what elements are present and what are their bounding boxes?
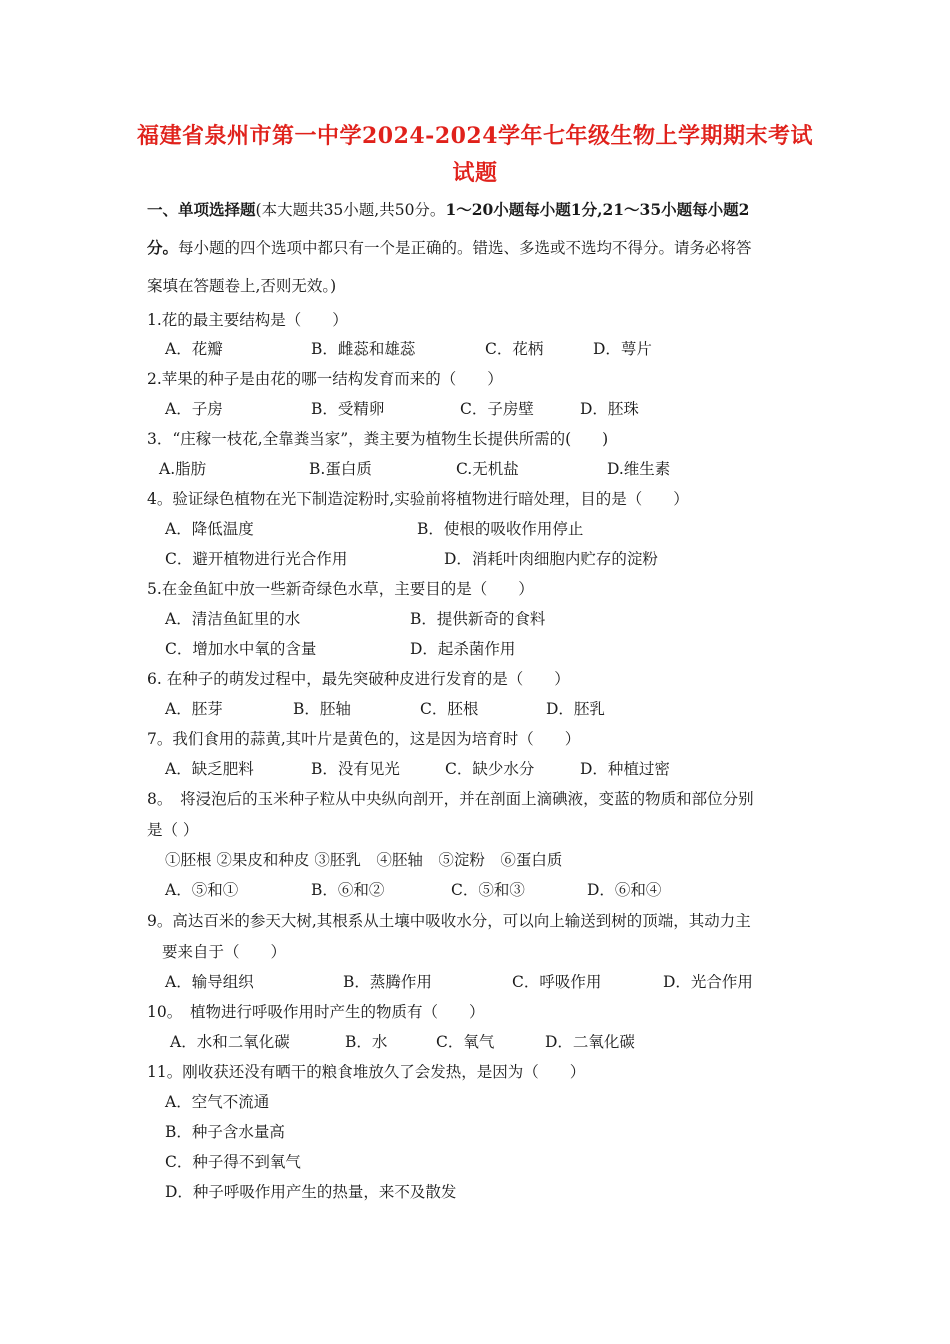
question-2-option-c: C．子房壁 xyxy=(460,400,534,418)
question-11-option-b: B．种子含水量高 xyxy=(165,1123,285,1141)
question-1-option-c: C．花柄 xyxy=(485,340,544,358)
question-1-option-a: A．花瓣 xyxy=(165,340,223,358)
question-4-option-b: B．使根的吸收作用停止 xyxy=(417,520,584,538)
question-10-option-d: D．二氧化碳 xyxy=(545,1033,635,1051)
question-8-option-c: C．⑤和③ xyxy=(451,881,525,899)
question-9-stem-line-2: 要来自于（ ） xyxy=(162,943,287,961)
instructions-text: (本大题共35小题,共50分。 xyxy=(255,201,446,219)
question-8-items: ①胚根 ②果皮和种皮 ③胚乳 ④胚轴 ⑤淀粉 ⑥蛋白质 xyxy=(165,851,563,869)
question-8-stem-line-2: 是（ ） xyxy=(147,821,199,839)
question-11-option-a: A．空气不流通 xyxy=(165,1093,270,1111)
section-heading: 一、单项选择题 xyxy=(147,200,256,219)
instructions-line-2 xyxy=(147,238,752,258)
question-6-option-d: D．胚乳 xyxy=(546,700,605,718)
instructions-line-3: 案填在答题卷上,否则无效。) xyxy=(147,277,337,295)
question-1-option-b: B．雌蕊和雄蕊 xyxy=(311,340,416,358)
question-10-stem: 10。 植物进行呼吸作用时产生的物质有（ ） xyxy=(147,1003,485,1021)
question-7-option-b: B．没有见光 xyxy=(311,760,400,778)
question-2-option-a: A．子房 xyxy=(165,400,223,418)
question-1-stem: 1.花的最主要结构是（ ） xyxy=(147,311,348,329)
question-3-option-d: D.维生素 xyxy=(607,460,671,478)
question-3-option-a: A.脂肪 xyxy=(159,460,207,478)
question-5-option-a: A．清洁鱼缸里的水 xyxy=(165,610,301,628)
instructions-scoring: 1～20小题每小题1分,21～35小题每小题2 xyxy=(445,200,750,219)
question-9-option-c: C．呼吸作用 xyxy=(512,973,602,991)
question-11-option-c: C．种子得不到氧气 xyxy=(165,1153,301,1171)
question-9-stem-line-1: 9。高达百米的参天大树,其根系从土壤中吸收水分，可以向上输送到树的顶端，其动力主 xyxy=(147,912,751,930)
question-6-option-b: B．胚轴 xyxy=(293,700,351,718)
question-5-stem: 5.在金鱼缸中放一些新奇绿色水草，主要目的是（ ） xyxy=(147,580,534,598)
question-7-option-d: D．种植过密 xyxy=(580,760,670,778)
question-3-stem: 3．“庄稼一枝花,全靠粪当家”，粪主要为植物生长提供所需的( ) xyxy=(147,430,609,448)
page-title-line-1: 福建省泉州市第一中学2024-2024学年七年级生物上学期期末考试 xyxy=(136,123,814,149)
question-8-option-b: B．⑥和② xyxy=(311,881,385,899)
instructions-scoring-end: 分。 xyxy=(147,238,179,257)
question-2-option-b: B．受精卵 xyxy=(311,400,385,418)
question-5-option-c: C．增加水中氧的含量 xyxy=(165,640,317,658)
instructions-line-1 xyxy=(147,200,749,220)
question-7-option-c: C．缺少水分 xyxy=(445,760,535,778)
question-1-option-d: D．萼片 xyxy=(593,340,652,358)
page-title-line-2: 试题 xyxy=(452,160,498,186)
question-9-option-b: B．蒸腾作用 xyxy=(343,973,432,991)
question-2-stem: 2.苹果的种子是由花的哪一结构发育而来的（ ） xyxy=(147,370,503,388)
question-10-option-a: A．水和二氧化碳 xyxy=(170,1033,290,1051)
question-9-option-a: A．输导组织 xyxy=(165,973,254,991)
question-8-option-d: D．⑥和④ xyxy=(587,881,662,899)
question-4-option-a: A．降低温度 xyxy=(165,520,254,538)
question-11-stem: 11。刚收获还没有晒干的粮食堆放久了会发热，是因为（ ） xyxy=(147,1063,586,1081)
question-5-option-b: B．提供新奇的食料 xyxy=(410,610,546,628)
question-5-option-d: D．起杀菌作用 xyxy=(410,640,516,658)
question-3-option-c: C.无机盐 xyxy=(456,460,519,478)
question-4-stem: 4。验证绿色植物在光下制造淀粉时,实验前将植物进行暗处理，目的是（ ） xyxy=(147,490,689,508)
question-6-stem: 6. 在种子的萌发过程中，最先突破种皮进行发育的是（ ） xyxy=(147,670,570,688)
question-7-stem: 7。我们食用的蒜黄,其叶片是黄色的，这是因为培育时（ ） xyxy=(147,730,581,748)
question-9-option-d: D．光合作用 xyxy=(663,973,753,991)
question-3-option-b: B.蛋白质 xyxy=(309,460,372,478)
question-6-option-c: C．胚根 xyxy=(420,700,479,718)
question-8-stem-line-1: 8。 将浸泡后的玉米种子粒从中央纵向剖开，并在剖面上滴碘液，变蓝的物质和部位分别 xyxy=(147,790,754,808)
instructions-text: 每小题的四个选项中都只有一个是正确的。错选、多选或不选均不得分。请务必将答 xyxy=(178,239,752,257)
question-11-option-d: D．种子呼吸作用产生的热量，来不及散发 xyxy=(165,1183,457,1201)
question-7-option-a: A．缺乏肥料 xyxy=(165,760,254,778)
question-4-option-d: D．消耗叶肉细胞内贮存的淀粉 xyxy=(444,550,658,568)
question-2-option-d: D．胚珠 xyxy=(580,400,639,418)
question-10-option-c: C．氧气 xyxy=(436,1033,495,1051)
question-4-option-c: C．避开植物进行光合作用 xyxy=(165,550,348,568)
question-8-option-a: A．⑤和① xyxy=(165,881,239,899)
question-10-option-b: B．水 xyxy=(345,1033,388,1051)
question-6-option-a: A．胚芽 xyxy=(165,700,223,718)
